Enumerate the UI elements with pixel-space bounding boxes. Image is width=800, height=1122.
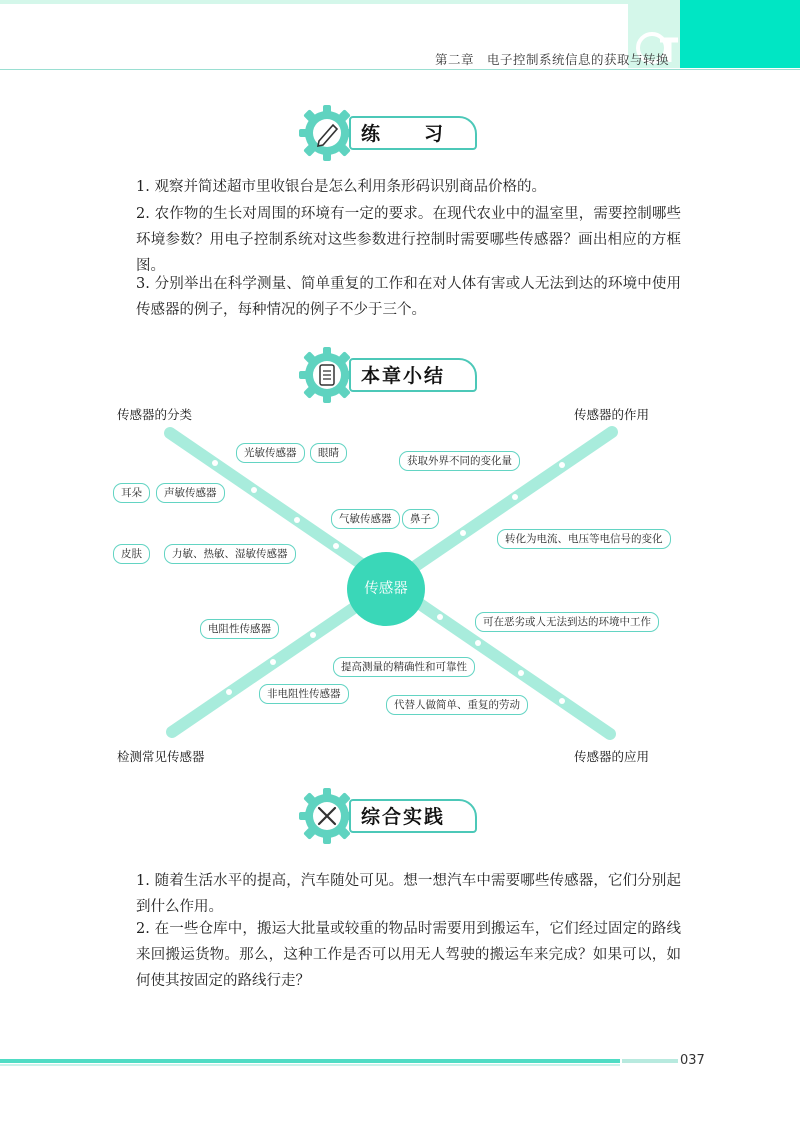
node-resistive-sensor: 电阻性传感器 — [200, 619, 279, 639]
practice-item-2 — [106, 916, 681, 994]
node-ear: 耳朵 — [113, 483, 150, 503]
footer-accent-bar — [0, 1059, 620, 1063]
footer-accent-bar-light — [0, 1064, 620, 1066]
node-harsh-environment: 可在恶劣或人无法到达的环境中工作 — [475, 612, 659, 632]
node-gas-sensor: 气敏传感器 — [331, 509, 400, 529]
chapter-title: 第二章 电子控制系统信息的获取与转换 — [435, 52, 670, 67]
corner-label-function: 传感器的作用 — [574, 407, 650, 422]
node-skin: 皮肤 — [113, 544, 150, 564]
practice-item-1 — [106, 868, 681, 920]
exercise-banner-label: 练 习 — [361, 123, 446, 145]
node-obtain-changes: 获取外界不同的变化量 — [399, 451, 520, 471]
page-number: 037 — [680, 1053, 705, 1068]
practice-item-1-text: 1. 随着生活水平的提高，汽车随处可见。想一想汽车中需要哪些传感器，它们分别起到什么作用。 — [136, 873, 681, 915]
node-force-heat-humidity: 力敏、热敏、湿敏传感器 — [164, 544, 296, 564]
node-accuracy: 提高测量的精确性和可靠性 — [333, 657, 475, 677]
exercise-item-3-text: 3. 分别举出在科学测量、简单重复的工作和在对人体有害或人无法到达的环境中使用传感器的例子，每种情况的例子不少于三个。 — [136, 276, 681, 318]
exercise-item-2-text: 2. 农作物的生长对周围的环境有一定的要求。在现代农业中的温室里，需要控制哪些环境参数？用电子控制系统对这些参数进行控制时需要哪些传感器？画出相应的方框图。 — [136, 206, 681, 274]
exercise-item-1-text: 1. 观察并简述超市里收银台是怎么利用条形码识别商品价格的。 — [136, 179, 546, 195]
node-convert-signals: 转化为电流、电压等电信号的变化 — [497, 529, 671, 549]
practice-banner-label: 综合实践 — [361, 806, 446, 828]
node-sound-sensor: 声敏传感器 — [156, 483, 225, 503]
mindmap-center-sensor: 传感器 — [347, 552, 425, 626]
node-nose: 鼻子 — [402, 509, 439, 529]
tools-gear-icon — [297, 786, 357, 846]
corner-label-detection: 检测常见传感器 — [117, 749, 205, 764]
node-eye: 眼睛 — [310, 443, 347, 463]
practice-item-2-text: 2. 在一些仓库中，搬运大批量或较重的物品时需要用到搬运车，它们经过固定的路线来回搬运货物。那么，这种工作是否可以用无人驾驶的搬运车来完成？如果可以，如何使其按固定的路线行走？ — [136, 921, 681, 989]
summary-banner-label: 本章小结 — [361, 365, 446, 387]
corner-label-application: 传感器的应用 — [574, 749, 650, 764]
node-non-resistive-sensor: 非电阻性传感器 — [259, 684, 349, 704]
node-light-sensor: 光敏传感器 — [236, 443, 305, 463]
node-replace-labor: 代替人做简单、重复的劳动 — [386, 695, 528, 715]
footer-accent-short — [622, 1059, 678, 1063]
corner-label-classification: 传感器的分类 — [117, 407, 193, 422]
